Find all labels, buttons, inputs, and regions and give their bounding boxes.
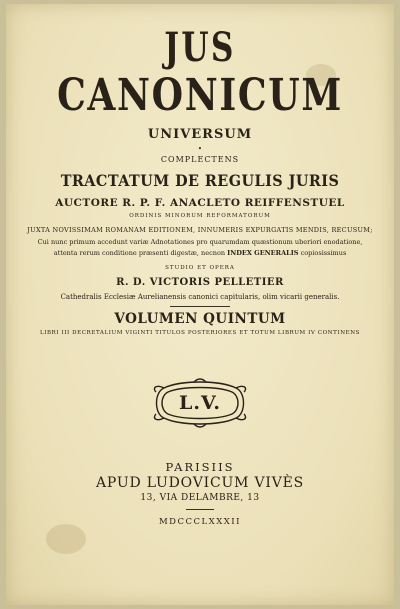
volume-contents: LIBRI III DECRETALIUM VIGINTI TITULOS POSTERIORES ET TOTUM LIBRUM IV CONTINENS [39, 330, 361, 336]
imprint-address: 13, VIA DELAMBRE, 13 [140, 493, 260, 503]
index-line [14, 249, 386, 257]
paper-stain [46, 524, 86, 554]
index-line-bold: INDEX GENERALIS [227, 249, 299, 257]
subtitle-tractatum: TRACTATUM DE REGULIS JURIS [60, 171, 340, 190]
author-line: AUCTORE R. P. F. ANACLETO REIFFENSTUEL [55, 197, 345, 209]
studio-line: STUDIO ET OPERA [165, 265, 235, 271]
imprint-rule [186, 509, 214, 510]
divider-rule [170, 306, 230, 307]
index-line-prefix: attenta rerum conditione præsenti digestæ, necnon [53, 249, 228, 257]
order-line: ORDINIS MINORUM REFORMATORUM [129, 213, 271, 219]
imprint-city: PARISIIS [165, 460, 235, 474]
title-jus: JUS [164, 24, 236, 71]
editor-title: Cathedralis Ecclesiæ Aurelianensis canonici capitularis, olim vicarii generalis. [60, 293, 340, 301]
additions-line: Cui nunc primum accedunt variæ Adnotationes pro quarumdam quæstionum uberiori enodatione, [37, 238, 363, 246]
emblem-monogram: L.V. [178, 392, 221, 414]
printer-emblem [150, 378, 250, 428]
subtitle-complectens: COMPLECTENS [160, 155, 240, 164]
ornament-dot: • [197, 145, 203, 153]
edition-line: JUXTA NOVISSIMAM ROMANAM EDITIONEM, INNUMERIS EXPURGATIS MENDIS, RECUSUM; [27, 226, 373, 234]
volume-title: VOLUMEN QUINTUM [114, 311, 286, 327]
editor-name: R. D. VICTORIS PELLETIER [116, 277, 284, 288]
imprint-year: MDCCCLXXXII [158, 517, 242, 527]
title-page [6, 4, 394, 605]
title-canonicum: CANONICUM [57, 70, 343, 121]
imprint-publisher: APUD LUDOVICUM VIVÈS [95, 475, 305, 491]
subtitle-universum: UNIVERSUM [147, 127, 253, 142]
index-line-suffix: copiosissimus [298, 249, 347, 257]
